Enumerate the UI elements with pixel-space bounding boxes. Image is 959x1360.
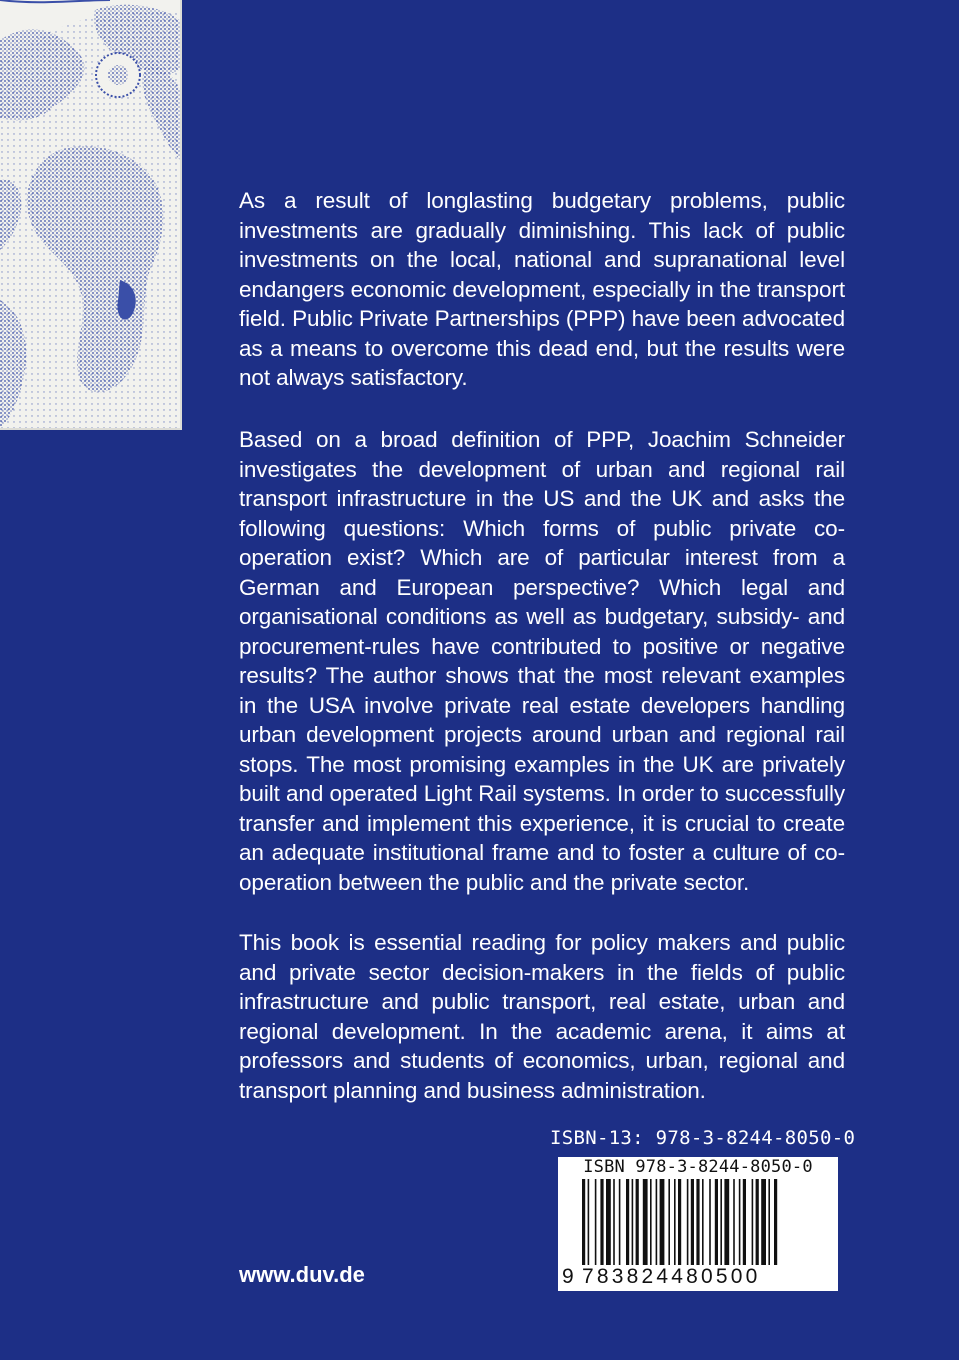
globe-illustration — [0, 0, 182, 430]
barcode — [558, 1157, 838, 1291]
publisher-url[interactable]: www.duv.de — [239, 1262, 365, 1287]
blurb-paragraph-3: This book is essential reading for policy makers and public and private sector decision-makers in the fields of public infrastructure and public transport, real estate, urban and regional development. In the academic arena, it aims at professors and students of economics, urban, regional and transport planning and business administration. — [239, 930, 845, 1103]
isbn-label: ISBN-13: 978-3-8244-8050-0 — [550, 1127, 856, 1149]
barcode-isbn-text: ISBN 978-3-8244-8050-0 — [583, 1157, 813, 1177]
blurb-paragraph-1: As a result of longlasting budgetary problems, public investments are gradually diminishing. This lack of public investments on the local, national and supranational level endangers economic development, especially in the transport field. Public Private Partnerships (PPP) have been advocated as a means to overcome this dead end, but the results were not always satisfactory. — [239, 188, 845, 390]
barcode-first-digit: 9 — [562, 1265, 574, 1288]
blurb-paragraph-2: Based on a broad definition of PPP, Joachim Schneider investigates the development of urban and regional rail transport infrastructure in the US and the UK and asks the following questions: Which forms of public private co-operation exist? Which are of particular interest from a German and European perspective? Which legal and organisational conditions as well as budgetary, subsidy- and procurement-rules have contributed to positive or negative results? The author shows that the most relevant examples in the USA involve private real estate developers handling urban development projects around urban and regional rail stops. The most promising examples in the UK are privately built and operated Light Rail systems. In order to successfully transfer and implement this experience, it is crucial to create an adequate institutional frame and to foster a culture of co-operation between the public and the private sector. — [239, 427, 845, 895]
barcode-digits: 783824480500 — [582, 1265, 836, 1289]
globe-icon — [0, 0, 180, 428]
